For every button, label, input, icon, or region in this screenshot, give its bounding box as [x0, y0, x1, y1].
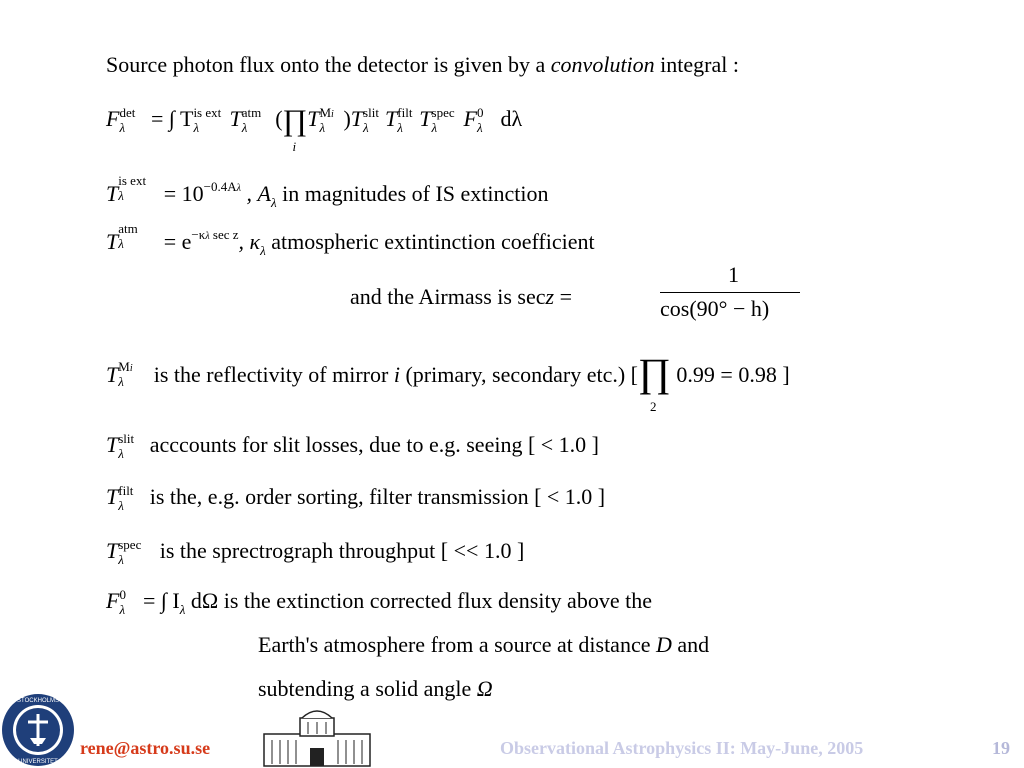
atm-exponent: −κ	[191, 227, 206, 242]
eq-det-sup: det	[119, 105, 136, 120]
atm-lambda-sub: λ	[118, 236, 124, 251]
filter-line	[106, 483, 606, 513]
atm-sup: atm	[118, 221, 138, 236]
ext-description: in magnitudes of IS extinction	[276, 181, 549, 206]
footer-email-link[interactable]: rene@astro.su.se	[80, 738, 211, 758]
flux-domega: dΩ	[190, 588, 219, 613]
ext-t: T	[106, 181, 119, 206]
slit-lambda-sub: λ	[118, 446, 124, 461]
flux-omega: Ω	[476, 676, 493, 701]
atm-exp-lambda: λ	[205, 231, 210, 242]
mirror-description-2: (primary, secondary etc.) [	[399, 362, 638, 387]
mirror-product: ∏	[637, 350, 671, 395]
main-equation	[106, 104, 523, 154]
flux-f: F	[106, 588, 120, 613]
intro-line	[106, 52, 739, 78]
airmass-eq: =	[554, 284, 573, 309]
atm-eq: = e	[163, 229, 192, 254]
footer-page-number: 19	[992, 738, 1010, 758]
filt-description: is the, e.g. order sorting, filter transmission [ < 1.0 ]	[144, 484, 606, 509]
eq-lambda-sub: λ	[319, 120, 326, 135]
airmass-line	[350, 284, 572, 310]
ext-lambda-sub: λ	[118, 188, 124, 203]
eq-filt-sup: filt	[397, 105, 413, 120]
flux-line-3	[258, 676, 493, 702]
eq-paren-close: )	[343, 106, 351, 131]
spectrograph-line	[106, 537, 525, 567]
airmass-fraction	[660, 262, 805, 332]
ext-a-sub: λ	[270, 195, 277, 210]
slit-t: T	[106, 432, 119, 457]
university-seal-logo	[0, 692, 76, 768]
atm-kappa-sub: λ	[260, 243, 266, 258]
slit-description: acccounts for slit losses, due to e.g. seeing [ < 1.0 ]	[144, 432, 599, 457]
eq-dlambda: dλ	[500, 106, 523, 131]
slit-sup: slit	[118, 431, 135, 446]
eq-f0-sup: 0	[477, 105, 484, 120]
flux-i-sub: λ	[179, 602, 186, 617]
intro-tail: integral :	[654, 52, 739, 77]
mirror-lambda-sub: λ	[118, 374, 124, 389]
filt-sup: filt	[118, 483, 134, 498]
eq-integral: = ∫ T	[150, 106, 194, 131]
eq-lambda-sub: λ	[397, 120, 403, 135]
ext-a-lambda: , A	[246, 181, 271, 206]
eq-m-i: i	[331, 109, 334, 120]
svg-text:UNIVERSITET: UNIVERSITET	[18, 759, 58, 765]
eq-m-sup: M	[319, 105, 332, 120]
eq-slit-sup: slit	[363, 105, 379, 120]
atm-kappa: , κ	[238, 229, 261, 254]
fraction-bar	[660, 292, 800, 293]
eq-f0: F	[463, 106, 477, 131]
observatory-building-icon	[262, 706, 372, 768]
eq-t-filt: T	[385, 106, 398, 131]
mirror-i: i	[393, 362, 400, 387]
ext-sup: is ext	[118, 173, 147, 188]
ext-eq: = 10	[163, 181, 204, 206]
airmass-z: z	[545, 284, 555, 309]
slit-line	[106, 431, 599, 461]
atm-t: T	[106, 229, 119, 254]
footer-course-title: Observational Astrophysics II: May-June, 2005	[500, 738, 864, 758]
mirror-product-sub: 2	[649, 399, 657, 414]
spec-t: T	[106, 538, 119, 563]
flux-line	[106, 588, 652, 623]
mirror-description: is the reflectivity of mirror	[148, 362, 394, 387]
eq-lambda-sub: λ	[193, 120, 200, 135]
atmosphere-line	[106, 222, 595, 264]
eq-t-spec: T	[419, 106, 432, 131]
eq-t-slit: T	[350, 106, 364, 131]
flux-lambda-sub: λ	[119, 602, 126, 617]
eq-spec-sup: spec	[431, 105, 455, 120]
svg-text:STOCKHOLMS: STOCKHOLMS	[17, 698, 59, 704]
eq-lambda-sub: λ	[477, 120, 483, 135]
spec-sup: spec	[118, 537, 142, 552]
eq-paren-open: (	[275, 106, 283, 131]
filt-t: T	[106, 484, 119, 509]
spec-lambda-sub: λ	[118, 552, 124, 567]
ext-exponent: −0.4A	[203, 179, 237, 194]
mirror-sup-i: i	[129, 363, 133, 374]
mirror-tail: 0.99 = 0.98 ]	[670, 362, 790, 387]
ext-exp-sub: λ	[236, 183, 241, 194]
spec-description: is the sprectrograph throughput [ << 1.0 ]	[154, 538, 525, 563]
eq-t-atm: T	[229, 106, 242, 131]
flux-line3-text: subtending a solid angle	[258, 676, 477, 701]
flux-line2-text: Earth's atmosphere from a source at distance	[258, 632, 656, 657]
eq-product: ∏	[282, 104, 308, 137]
eq-lambda-sub: λ	[241, 120, 248, 135]
mirror-sup: M	[118, 359, 130, 374]
mirror-t: T	[106, 362, 119, 387]
eq-lambda-sub: λ	[119, 120, 126, 135]
eq-f-symbol: F	[106, 106, 120, 131]
eq-atm-sup: atm	[241, 105, 262, 120]
eq-product-sub: i	[292, 139, 297, 154]
filt-lambda-sub: λ	[118, 498, 124, 513]
atm-exp-tail: sec z	[209, 227, 239, 242]
flux-sup: 0	[119, 587, 126, 602]
airmass-text: and the Airmass is sec	[350, 284, 546, 309]
flux-line-2	[258, 632, 709, 658]
atm-description: atmospheric extintinction coefficient	[265, 229, 595, 254]
eq-lambda-sub: λ	[363, 120, 369, 135]
eq-t-mirror: T	[307, 106, 320, 131]
flux-eq: = ∫ I	[142, 588, 180, 613]
flux-line2-tail: and	[671, 632, 710, 657]
flux-description: is the extinction corrected flux density above the	[218, 588, 652, 613]
intro-italic: convolution	[550, 52, 655, 77]
eq-isext-sup: is ext	[193, 105, 222, 120]
airmass-denominator: cos(90° − h)	[660, 296, 770, 321]
eq-lambda-sub: λ	[431, 120, 438, 135]
mirror-line	[106, 350, 790, 414]
flux-d: D	[655, 632, 672, 657]
extinction-line	[106, 174, 549, 216]
airmass-numerator: 1	[728, 262, 739, 287]
intro-text: Source photon flux onto the detector is given by a	[106, 52, 551, 77]
